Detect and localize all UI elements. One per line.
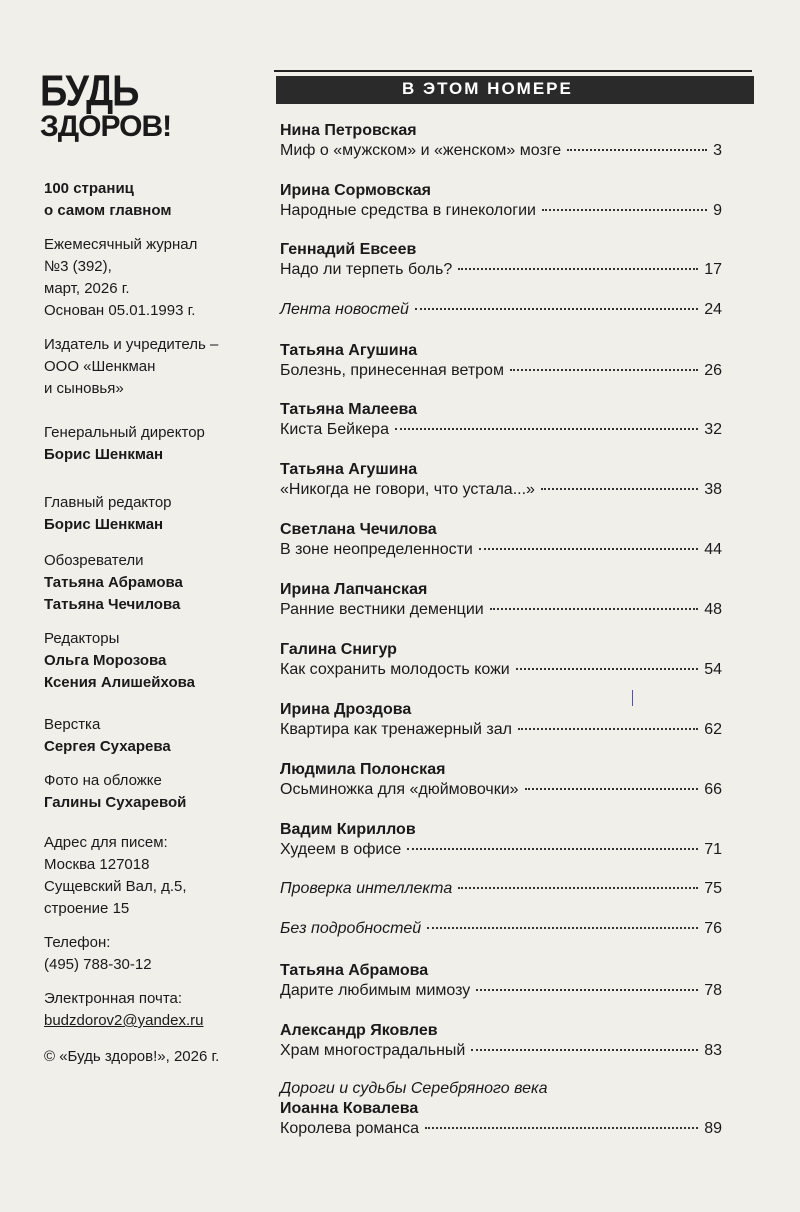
entry-author: Геннадий Евсеев [280, 241, 417, 258]
phone-number: (495) 788-30-12 [44, 956, 152, 973]
entry-title: Киста Бейкера [280, 421, 389, 438]
entry-author: Татьяна Малеева [280, 401, 417, 418]
entry-title: Осьминожка для «дюймовочки» [280, 781, 519, 798]
address-label: Адрес для писем: [44, 834, 168, 851]
entry-title: Надо ли терпеть боль? [280, 261, 453, 278]
entry-page: 62 [704, 721, 722, 738]
entry-author: Галина Снигур [280, 641, 397, 658]
toc-entry[interactable] [280, 879, 722, 899]
toc-entry[interactable] [280, 520, 722, 560]
address-city: Москва 127018 [44, 856, 150, 873]
entry-author: Вадим Кириллов [280, 821, 416, 838]
toc-entry[interactable] [280, 300, 722, 320]
entry-author: Нина Петровская [280, 122, 417, 139]
entry-page: 48 [704, 601, 722, 618]
entry-author: Светлана Чечилова [280, 521, 437, 538]
logo-line-1: БУДЬ [40, 67, 139, 116]
logo-line-2: ЗДОРОВ! [40, 110, 172, 143]
editor-2: Ксения Алишейхова [44, 674, 195, 691]
publisher-name-2: и сыновья» [44, 380, 124, 397]
toc-entry[interactable] [280, 760, 722, 800]
entry-author: Татьяна Агушина [280, 461, 418, 478]
layout-name: Сергея Сухарева [44, 738, 171, 755]
entry-title: Храм многострадальный [280, 1042, 466, 1059]
dot-leader [476, 989, 698, 991]
masthead [44, 178, 259, 1068]
magazine-logo [40, 67, 172, 143]
entry-author: Людмила Полонская [280, 761, 446, 778]
email-label: Электронная почта: [44, 990, 183, 1007]
toc-entry[interactable] [280, 820, 722, 860]
toc-entry[interactable] [280, 919, 722, 939]
toc-entry[interactable] [280, 1021, 722, 1061]
dot-leader [479, 548, 698, 550]
entry-author: Иоанна Ковалева [280, 1100, 419, 1117]
entry-page: 24 [704, 301, 722, 318]
entry-page: 44 [704, 541, 722, 558]
dot-leader [525, 788, 699, 790]
entry-title: Народные средства в гинекологии [280, 202, 536, 219]
observer-1: Татьяна Абрамова [44, 574, 183, 591]
entry-page: 26 [704, 362, 722, 379]
toc-entry[interactable] [280, 240, 722, 280]
entry-title: В зоне неопределенности [280, 541, 473, 558]
email-link[interactable]: budzdorov2@yandex.ru [44, 1012, 204, 1029]
entry-page: 75 [704, 880, 722, 897]
toc-entry[interactable] [280, 700, 722, 740]
director-label: Генеральный директор [44, 424, 205, 441]
editor-1: Ольга Морозова [44, 652, 167, 669]
publisher-label: Издатель и учредитель – [44, 336, 219, 353]
dot-leader [541, 488, 698, 490]
entry-title: Квартира как тренажерный зал [280, 721, 512, 738]
dot-leader [395, 428, 698, 430]
dot-leader [415, 308, 698, 310]
editors-label: Редакторы [44, 630, 120, 647]
entry-title: Болезнь, принесенная ветром [280, 362, 504, 379]
entry-page: 17 [704, 261, 722, 278]
dot-leader [458, 268, 698, 270]
top-rule [274, 70, 752, 72]
entry-title: Ранние вестники деменции [280, 601, 484, 618]
entry-author: Ирина Лапчанская [280, 581, 428, 598]
toc-entry[interactable] [280, 121, 722, 161]
entry-author: Татьяна Агушина [280, 342, 418, 359]
toc-entry[interactable] [280, 341, 722, 381]
entry-title: Как сохранить молодость кожи [280, 661, 510, 678]
entry-title: «Никогда не говори, что устала...» [280, 481, 535, 498]
dot-leader [516, 668, 698, 670]
address-street: Сущевский Вал, д.5, [44, 878, 187, 895]
entry-title: Дарите любимым мимозу [280, 982, 471, 999]
dot-leader [490, 608, 699, 610]
editor-name: Борис Шенкман [44, 516, 164, 533]
entry-title: Худеем в офисе [280, 841, 402, 858]
toc-heading: В ЭТОМ НОМЕРЕ [402, 79, 573, 98]
dot-leader [427, 927, 698, 929]
observer-2: Татьяна Чечилова [44, 596, 181, 613]
entry-author: Татьяна Абрамова [280, 962, 429, 979]
entry-author: Ирина Дроздова [280, 701, 412, 718]
entry-series: Дороги и судьбы Серебряного века [280, 1080, 548, 1097]
toc-entry[interactable] [280, 580, 722, 620]
publisher-name-1: ООО «Шенкман [44, 358, 156, 375]
editor-label: Главный редактор [44, 494, 172, 511]
entry-page: 66 [704, 781, 722, 798]
entry-author: Ирина Сормовская [280, 182, 431, 199]
dot-leader [425, 1127, 698, 1129]
entry-page: 71 [704, 841, 722, 858]
toc-entry[interactable] [280, 1079, 722, 1139]
founded-date: Основан 05.01.1993 г. [44, 302, 196, 319]
dot-leader [471, 1049, 698, 1051]
entry-page: 54 [704, 661, 722, 678]
dot-leader [458, 887, 698, 889]
journal-type: Ежемесячный журнал [44, 236, 198, 253]
entry-page: 78 [704, 982, 722, 999]
layout-label: Верстка [44, 716, 101, 733]
observers-label: Обозреватели [44, 552, 144, 569]
tagline-1: 100 страниц [44, 180, 134, 197]
dot-leader [407, 848, 698, 850]
entry-page: 3 [713, 142, 722, 159]
entry-page: 76 [704, 920, 722, 937]
phone-label: Телефон: [44, 934, 111, 951]
dot-leader [518, 728, 698, 730]
toc-entry[interactable] [280, 400, 722, 440]
entry-page: 38 [704, 481, 722, 498]
address-building: строение 15 [44, 900, 130, 917]
copyright: © «Будь здоров!», 2026 г. [44, 1048, 220, 1065]
photo-label: Фото на обложке [44, 772, 162, 789]
photo-name: Галины Сухаревой [44, 794, 187, 811]
toc-entry[interactable] [280, 181, 722, 221]
dot-leader [567, 149, 707, 151]
toc-entry[interactable] [280, 640, 722, 680]
entry-author: Александр Яковлев [280, 1022, 438, 1039]
tagline-2: о самом главном [44, 202, 172, 219]
dot-leader [542, 209, 707, 211]
entry-title: Проверка интеллекта [280, 880, 453, 897]
toc-banner [276, 76, 754, 104]
toc-entry[interactable] [280, 961, 722, 1001]
director-name: Борис Шенкман [44, 446, 164, 463]
entry-page: 89 [704, 1120, 722, 1137]
entry-title: Миф о «мужском» и «женском» мозге [280, 142, 562, 159]
issue-date: март, 2026 г. [44, 280, 130, 297]
entry-page: 32 [704, 421, 722, 438]
entry-title: Королева романса [280, 1120, 419, 1137]
dot-leader [510, 369, 698, 371]
entry-title: Без подробностей [280, 920, 422, 937]
issue-number: №3 (392), [44, 258, 112, 275]
toc-entry[interactable] [280, 460, 722, 500]
entry-page: 83 [704, 1042, 722, 1059]
entry-page: 9 [713, 202, 722, 219]
entry-title: Лента новостей [280, 301, 409, 318]
